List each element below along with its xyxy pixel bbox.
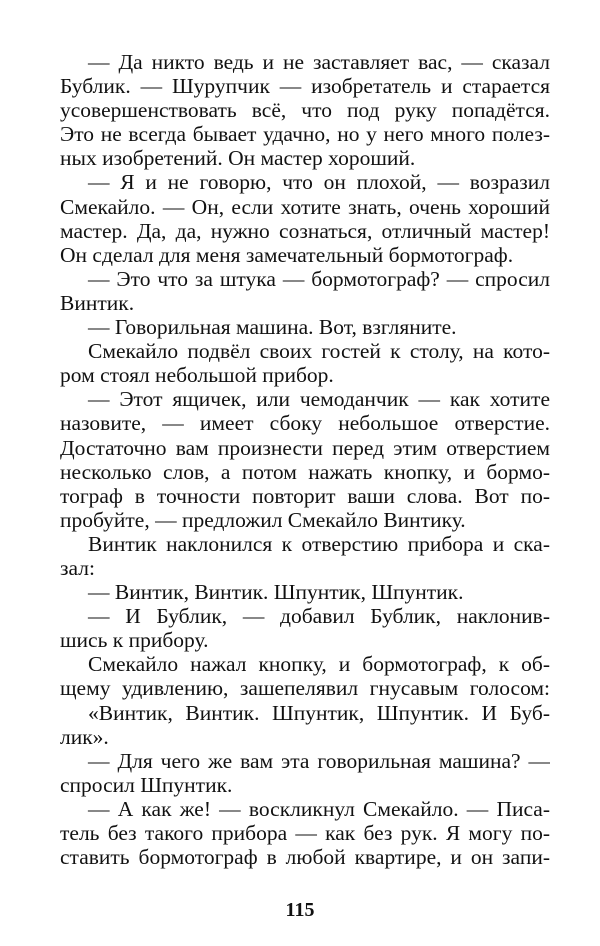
text-line: шись к прибору. (60, 628, 209, 653)
text-line: назовите, — имеет сбоку небольшое отверстие. (60, 411, 550, 436)
text-line: Бублик. — Шурупчик — изобретатель и старается (60, 74, 550, 99)
text-line: Смекайло. — Он, если хотите знать, очень хороший (60, 194, 550, 219)
text-line: тель без такого прибора — как без рук. Я могу по- (60, 821, 550, 845)
text-line: пробуйте, — предложил Смекайло Винтику. (60, 507, 466, 532)
text-line: Он сделал для меня замечательный бормотограф. (60, 242, 514, 267)
text-line: зал: (60, 555, 95, 580)
text-line: — Говорильная машина. Вот, взгляните. (88, 315, 457, 340)
text-line: Достаточно вам произнести перед этим отверстием (60, 435, 550, 460)
text-line: щему удивлению, зашепелявил гнусавым голосом: (60, 676, 550, 701)
text-line: Смекайло нажал кнопку, и бормотограф, к об- (88, 652, 550, 677)
text-line: спросил Шпунтик. (60, 772, 233, 797)
page-number: 115 (285, 899, 315, 921)
text-line: — Винтик, Винтик. Шпунтик, Шпунтик. (88, 580, 464, 605)
text-line: Смекайло подвёл своих гостей к столу, на кото- (88, 339, 550, 364)
text-line: ставить бормотограф в любой квартире, и он запи- (60, 845, 550, 870)
text-line: — И Бублик, — добавил Бублик, наклонив- (88, 604, 550, 629)
text-line: — Этот ящичек, или чемоданчик — как хотите (88, 387, 550, 412)
text-line: Винтик наклонился к отверстию прибора и ска- (88, 531, 550, 556)
text-line: тограф в точности повторит ваши слова. Вот по- (60, 483, 550, 508)
text-line: лик». (60, 724, 109, 749)
text-line: ром стоял небольшой прибор. (60, 363, 334, 388)
text-line: Это не всегда бывает удачно, но у него много полез- (60, 122, 550, 147)
text-line: — Для чего же вам эта говорильная машина? — (88, 748, 550, 773)
text-line: Винтик. (60, 290, 135, 315)
text-line: «Винтик, Винтик. Шпунтик, Шпунтик. И Буб- (88, 700, 550, 725)
text-line: — Это что за штука — бормотограф? — спросил (88, 266, 550, 291)
body-text (60, 50, 550, 869)
text-line: несколько слов, а потом нажать кнопку, и бормо- (60, 459, 550, 484)
text-line: усовершенствовать всё, что под руку попадётся. (60, 98, 550, 123)
text-line: — Я и не говорю, что он плохой, — возразил (88, 170, 550, 195)
text-line: ных изобретений. Он мастер хороший. (60, 146, 416, 171)
text-line: — А как же! — воскликнул Смекайло. — Писа- (88, 796, 550, 821)
text-line: — Да никто ведь и не заставляет вас, — сказал (88, 50, 550, 74)
text-line: мастер. Да, да, нужно сознаться, отличный мастер! (60, 218, 550, 243)
